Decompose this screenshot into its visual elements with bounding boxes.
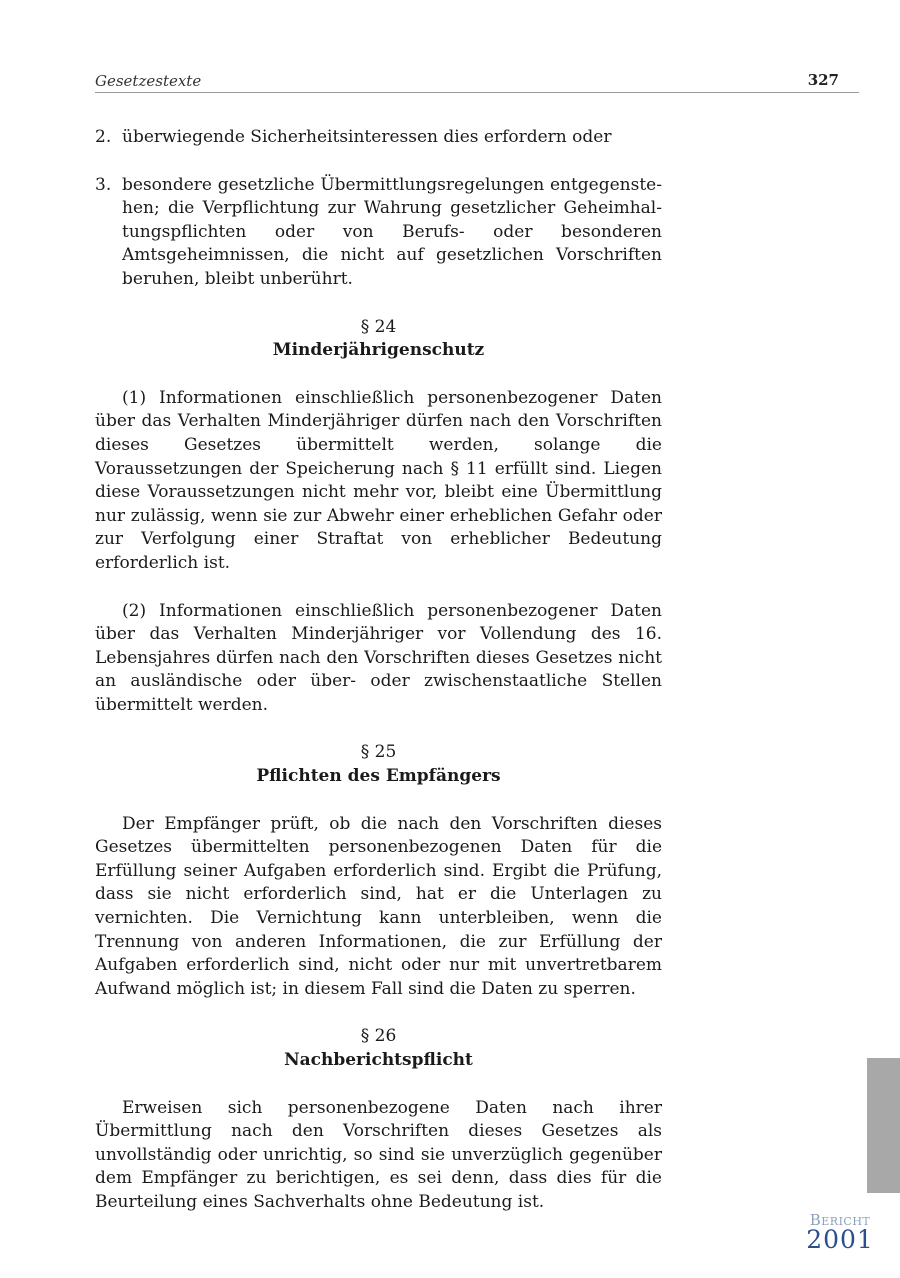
- body-column: [95, 126, 662, 1239]
- paragraph: (1) Informationen einschließlich personenbezogener Daten über das Verhalten Minderjähriger dürfen nach den Vorschriften dieses Gesetzes übermittelt werden, solange die Voraussetzungen der Speicherung nach § 11 erfüllt sind. Liegen diese Voraussetzungen nicht mehr vor, bleibt eine Übermittlung nur zulässig, wenn sie zur Abwehr einer erheblichen Gefahr oder zur Verfolgung einer Straftat von erheblicher Bedeutung erforderlich ist.: [95, 387, 662, 573]
- page-number: 327: [807, 71, 839, 89]
- list-item-text: überwiegende Sicherheitsinteressen dies erfordern oder: [122, 127, 612, 147]
- chapter-tab-marker: [867, 1058, 900, 1193]
- bericht-logo: [800, 1212, 880, 1252]
- section-24: [95, 316, 662, 718]
- paragraph: (2) Informationen einschließlich personenbezogener Daten über das Verhalten Minderjähriger vor Vollendung des 16. Lebensjahres dürfen nach den Vorschriften dieses Gesetzes nicht an ausländische oder über- oder zwischenstaatliche Stellen übermittelt werden.: [95, 600, 662, 715]
- list-item-text: besondere gesetzliche Übermittlungsregelungen entgegenstehen; die Verpflichtung zur Wahrung gesetzlicher Geheimhaltungspflichten oder von Berufs- oder besonderen Amtsgeheimnissen, die nicht auf gesetzlichen Vorschriften beruhen, bleibt unberührt.: [122, 174, 662, 289]
- paragraph: Erweisen sich personenbezogene Daten nach ihrer Übermittlung nach den Vorschriften dieses Gesetzes als unvollständig oder unrichtig, so sind sie unverzüglich gegenüber dem Empfänger zu berichtigen, es sei denn, dass dies für die Beurteilung eines Sachverhalts ohne Bedeutung ist.: [95, 1097, 662, 1212]
- list-item-number: 3.: [95, 174, 112, 195]
- logo-word: Bericht: [809, 1211, 871, 1229]
- section-title: Pflichten des Empfängers: [256, 766, 501, 787]
- section-title: Nachberichtspflicht: [284, 1050, 473, 1070]
- paragraph: Der Empfänger prüft, ob die nach den Vorschriften dieses Gesetzes übermittelten personenbezogenen Daten für die Erfüllung seiner Aufgaben erforderlich sind. Ergibt die Prüfung, dass sie nicht erforderlich sind, hat er die Unterlagen zu vernichten. Die Vernichtung kann unterbleiben, wenn die Trennung von anderen Informationen, die zur Erfüllung der Aufgaben erforderlich sind, nicht oder nur mit unvertretbarem Aufwand möglich ist; in diesem Fall sind die Daten zu sperren.: [95, 813, 662, 999]
- section-25: [95, 741, 662, 1001]
- section-26: [95, 1025, 662, 1214]
- section-number: § 26: [360, 1026, 397, 1047]
- logo-year: 2001: [806, 1225, 874, 1254]
- list-item-number: 2.: [95, 127, 112, 147]
- list-item: [95, 126, 662, 150]
- list-item: [95, 174, 662, 292]
- header-section-label: Gesetzestexte: [95, 72, 202, 90]
- section-number: § 24: [360, 316, 397, 337]
- section-number: § 25: [360, 742, 397, 763]
- section-title: Minderjährigenschutz: [272, 340, 485, 361]
- running-header: [95, 70, 859, 93]
